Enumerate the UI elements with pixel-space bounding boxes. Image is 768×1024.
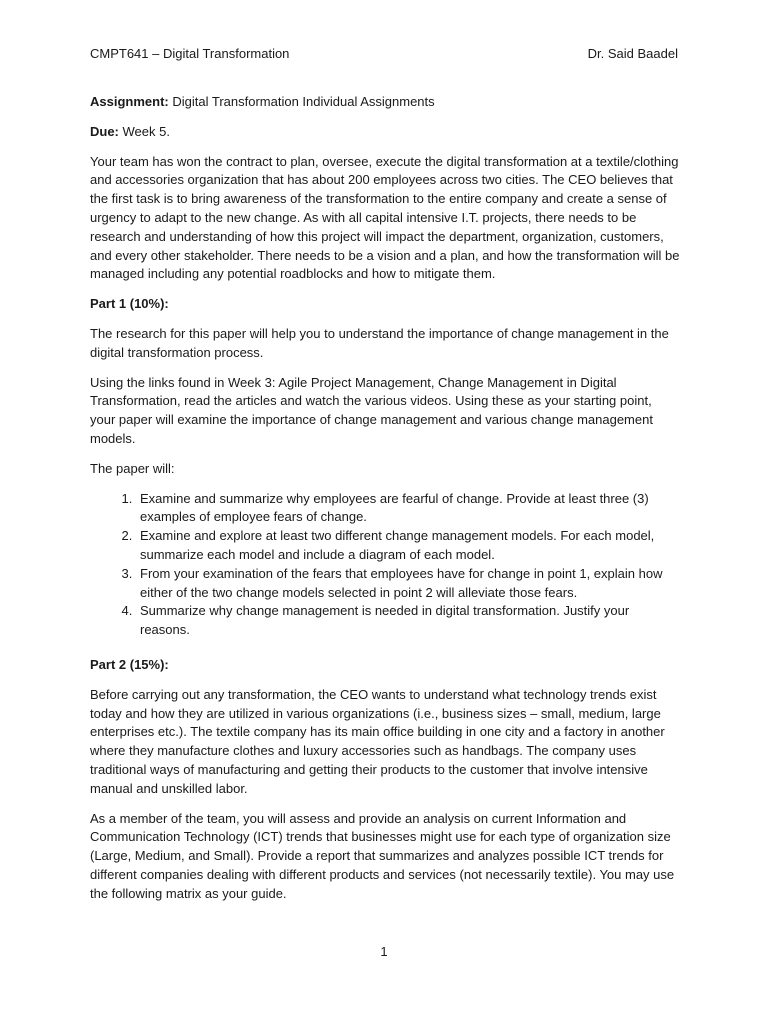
due-line xyxy=(90,123,680,142)
assignment-label: Assignment: xyxy=(90,94,169,109)
list-item: 2. Examine and explore at least two different change management models. For each model, summarize each model and include a diagram of each model. xyxy=(136,527,680,565)
part2-paragraph-1: Before carrying out any transformation, the CEO wants to understand what technology trends exist today and how they are utilized in various organizations (i.e., business sizes – small, medium, large enterprises etc.). The textile company has its main office building in one city and a factory in another where they manufacture clothes and luxury accessories such as handbags. The company uses traditional ways of manufacturing and getting their products to the customer that involve intensive manual and unskilled labor. xyxy=(90,686,665,796)
instructor-name: Dr. Said Baadel xyxy=(587,46,678,61)
intro-paragraph: Your team has won the contract to plan, oversee, execute the digital transformation at a textile/clothing and accessories organization that has about 200 employees across two cities. The CEO believes that the first task is to bring awareness of the transformation to the entire company and create a sense of urgency to adapt to the new change. As with all capital intensive I.T. projects, there needs to be research and understanding of how this project will impact the department, organization, customers, and every other stakeholder. There needs to be a vision and a plan, and how the transformation will be managed including any potential roadblocks and how to mitigate them. xyxy=(90,153,680,282)
due-value: Week 5. xyxy=(122,123,170,139)
assignment-line xyxy=(90,93,680,112)
part1-paragraph-1: The research for this paper will help you to understand the importance of change management in the digital transformation process. xyxy=(90,325,669,360)
part1-paragraph-2: Using the links found in Week 3: Agile Project Management, Change Management in Digital Transformation, read the articles and watch the various videos. Using these as your starting point, your paper will examine the importance of change management and various change management models. xyxy=(90,374,653,446)
part1-list-intro: The paper will: xyxy=(90,460,175,476)
part2-paragraph-2: As a member of the team, you will assess and provide an analysis on current Information and Communication Technology (ICT) trends that businesses might use for each type of organization size (Large, Medium, and Small). Provide a report that summarizes and analyzes possible ICT trends for different companies dealing with different products and services (not necessarily textile). You may use the following matrix as your guide. xyxy=(90,810,675,901)
document-body xyxy=(90,93,680,914)
list-item: 4. Summarize why change management is needed in digital transformation. Justify your reasons. xyxy=(136,602,680,640)
page-header xyxy=(90,46,678,64)
page-number: 1 xyxy=(380,944,388,959)
course-title: CMPT641 – Digital Transformation xyxy=(90,46,290,61)
assignment-title: Digital Transformation Individual Assignments xyxy=(172,94,435,109)
list-item: 3. From your examination of the fears that employees have for change in point 1, explain how either of the two change models selected in point 2 will alleviate those fears. xyxy=(136,565,680,603)
part1-task-list xyxy=(90,490,680,640)
section-spacer xyxy=(90,640,680,656)
part1-heading: Part 1 (10%): xyxy=(90,296,169,312)
part2-heading: Part 2 (15%): xyxy=(90,656,169,672)
list-item: 1. Examine and summarize why employees are fearful of change. Provide at least three (3) examples of employee fears of change. xyxy=(136,490,680,528)
due-label: Due: xyxy=(90,123,119,139)
